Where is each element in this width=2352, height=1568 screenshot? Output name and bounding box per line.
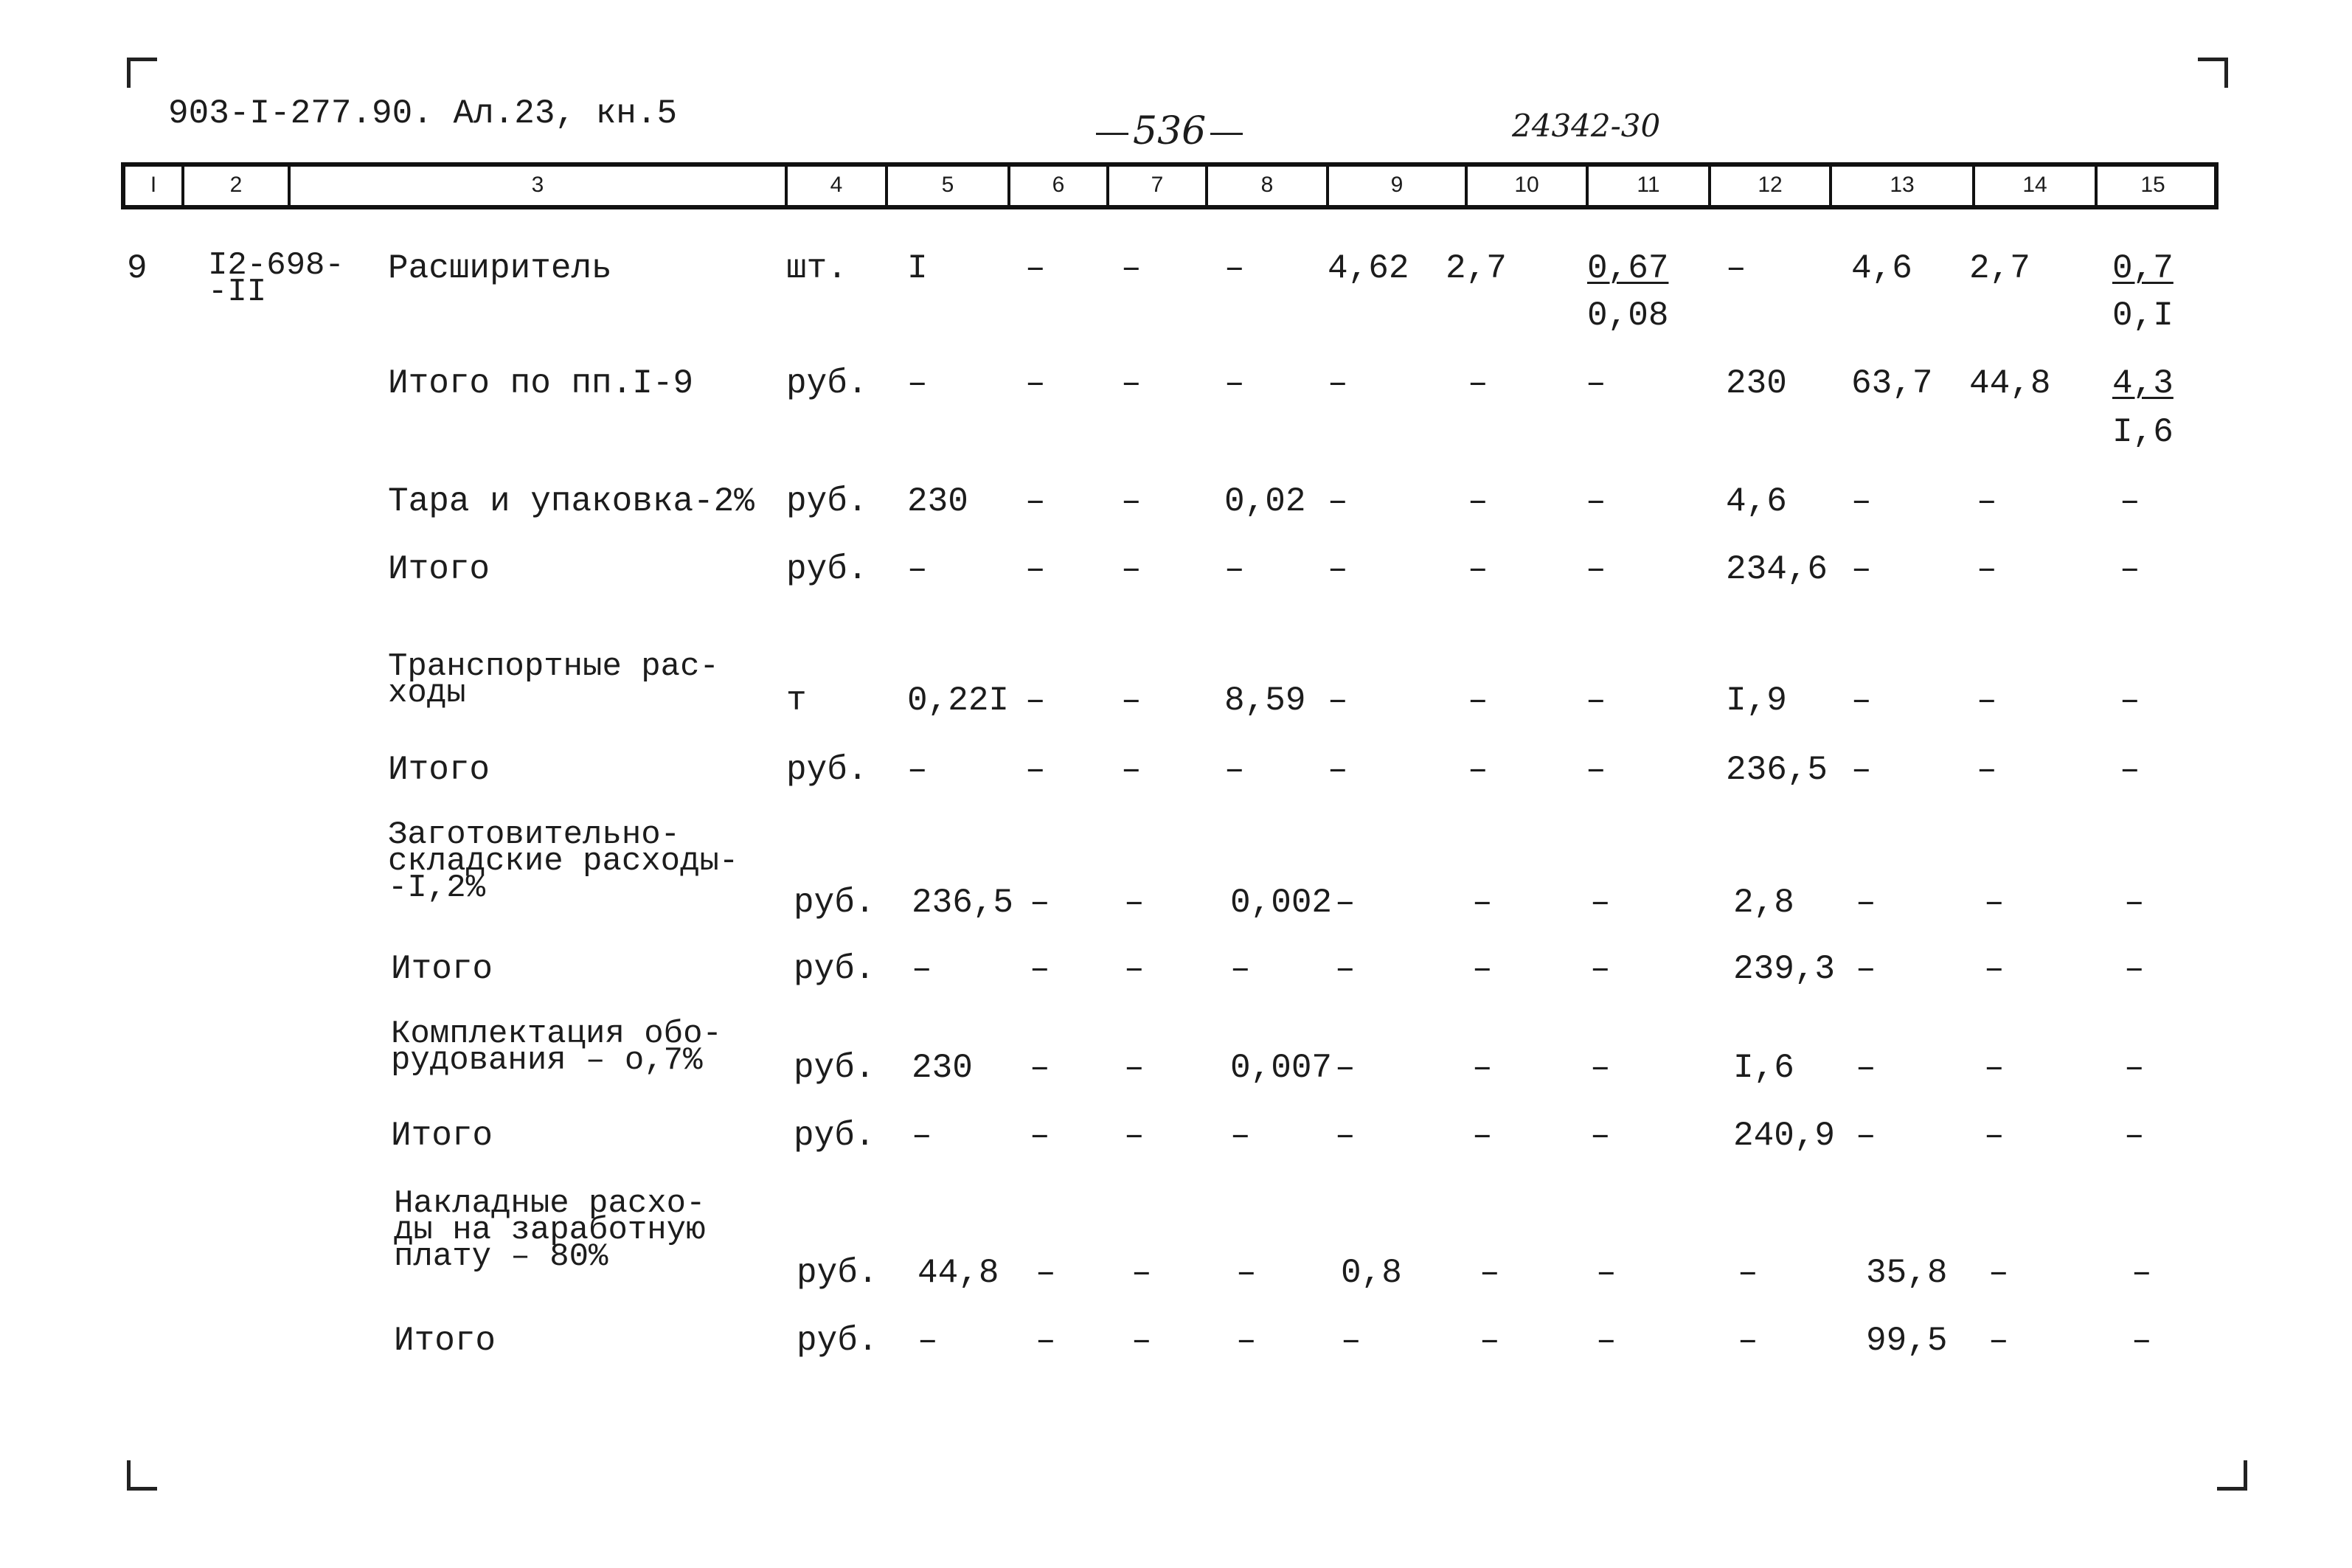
page-number: 536 <box>1092 109 1247 153</box>
cell-col10: 2,7 <box>1446 249 1507 288</box>
cell-col13: – <box>1856 1117 1876 1155</box>
cell-col6: – <box>1025 364 1046 403</box>
cell-col15-sub: I,6 <box>2112 413 2174 451</box>
cell-col5: – <box>907 364 928 403</box>
cell-col9: – <box>1335 884 1356 922</box>
cell-col15: – <box>2131 1322 2152 1360</box>
cell-col14: 44,8 <box>1969 364 2051 403</box>
cell-col6: – <box>1025 751 1046 789</box>
cell-col10: – <box>1468 681 1488 720</box>
cell-col5: I <box>907 249 928 288</box>
column-number: 7 <box>1109 167 1208 205</box>
row-unit: руб. <box>786 751 868 789</box>
cell-col7: – <box>1124 884 1145 922</box>
cell-col7: – <box>1131 1322 1152 1360</box>
cell-col11: – <box>1596 1322 1617 1360</box>
cell-col11: – <box>1586 482 1606 521</box>
sheet-code: 24342-30 <box>1512 108 1661 144</box>
row-unit: руб. <box>797 1322 878 1360</box>
cell-col10: – <box>1468 364 1488 403</box>
cell-col13: – <box>1851 482 1872 521</box>
cell-col7: – <box>1121 751 1142 789</box>
cell-col8: 0,002 <box>1230 884 1333 922</box>
row-position: 9 <box>127 249 148 288</box>
cell-col7: – <box>1121 364 1142 403</box>
column-number: 2 <box>184 167 291 205</box>
cell-col8: 0,007 <box>1230 1049 1333 1087</box>
column-number: 4 <box>788 167 888 205</box>
cell-col11: – <box>1586 751 1606 789</box>
cell-col8: – <box>1224 249 1245 288</box>
row-name: Итого <box>394 1322 496 1360</box>
cell-col11: – <box>1586 364 1606 403</box>
cell-col15: 0,7 <box>2112 249 2174 288</box>
cell-col14: – <box>1977 681 1997 720</box>
cell-col12: 240,9 <box>1733 1117 1836 1155</box>
cell-col12: – <box>1738 1322 1758 1360</box>
column-number: 13 <box>1832 167 1975 205</box>
cell-col8: – <box>1236 1322 1257 1360</box>
row-unit: руб. <box>794 884 875 922</box>
row-unit: руб. <box>794 950 875 988</box>
cell-col5: – <box>917 1322 938 1360</box>
column-number: 6 <box>1010 167 1109 205</box>
cell-col7: – <box>1124 1117 1145 1155</box>
row-unit: т <box>786 681 807 720</box>
row-name: Итого <box>391 1117 493 1155</box>
column-number: 14 <box>1975 167 2098 205</box>
row-name: Транспортные рас- ходы <box>388 648 719 712</box>
corner-mark-bottom-left <box>127 1460 157 1491</box>
cell-col11: – <box>1590 884 1611 922</box>
cell-col7: – <box>1124 950 1145 988</box>
row-unit: руб. <box>794 1049 875 1087</box>
column-number: 9 <box>1329 167 1468 205</box>
cell-col9: – <box>1328 482 1348 521</box>
cell-col9: – <box>1335 950 1356 988</box>
cell-col10: – <box>1468 751 1488 789</box>
cell-col12: I,9 <box>1726 681 1787 720</box>
cell-col8: – <box>1230 950 1251 988</box>
cell-col15: – <box>2124 950 2145 988</box>
cell-col12: 236,5 <box>1726 751 1828 789</box>
cell-col15: – <box>2120 550 2140 589</box>
cell-col13: – <box>1851 751 1872 789</box>
cell-col7: – <box>1121 550 1142 589</box>
cell-col6: – <box>1030 1049 1050 1087</box>
cell-col10: – <box>1479 1322 1500 1360</box>
cell-col6: – <box>1030 884 1050 922</box>
cell-col10: – <box>1468 482 1488 521</box>
cell-col6: – <box>1025 681 1046 720</box>
column-number: 11 <box>1589 167 1711 205</box>
row-unit: руб. <box>797 1254 878 1292</box>
column-number: 8 <box>1208 167 1329 205</box>
column-number: 15 <box>2140 173 2165 197</box>
cell-col11-sub: 0,08 <box>1587 296 1669 335</box>
cell-col9: – <box>1328 681 1348 720</box>
cell-col8: – <box>1224 364 1245 403</box>
cell-col8: – <box>1230 1117 1251 1155</box>
cell-col14: – <box>1984 950 2005 988</box>
cell-col10: – <box>1472 950 1493 988</box>
row-name: Итого по пп.I-9 <box>388 364 694 403</box>
column-number: I <box>125 167 184 205</box>
row-name: Итого <box>388 550 490 589</box>
cell-col7: – <box>1121 681 1142 720</box>
cell-col12: 234,6 <box>1726 550 1828 589</box>
row-unit: руб. <box>786 364 868 403</box>
cell-col14: – <box>1988 1254 2009 1292</box>
cell-col12: – <box>1738 1254 1758 1292</box>
cell-col11: – <box>1586 550 1606 589</box>
cell-col7: – <box>1121 249 1142 288</box>
cell-col6: – <box>1030 1117 1050 1155</box>
row-name: Накладные расхо- ды на заработную плату – 80% <box>394 1185 706 1275</box>
corner-mark-top-left <box>127 58 157 88</box>
cell-col15: – <box>2120 681 2140 720</box>
cell-col5: 0,22I <box>907 681 1010 720</box>
cell-col6: – <box>1030 950 1050 988</box>
cell-col13: – <box>1856 1049 1876 1087</box>
cell-col15: – <box>2124 1049 2145 1087</box>
cell-col14: – <box>1984 1049 2005 1087</box>
cell-col13: 99,5 <box>1866 1322 1948 1360</box>
column-number: 12 <box>1711 167 1832 205</box>
cell-col7: – <box>1124 1049 1145 1087</box>
cell-col10: – <box>1468 550 1488 589</box>
cell-col13: – <box>1851 681 1872 720</box>
cell-col5: – <box>907 550 928 589</box>
cell-col11: – <box>1590 1049 1611 1087</box>
corner-mark-top-right <box>2198 58 2228 88</box>
cell-col6: – <box>1025 550 1046 589</box>
corner-mark-bottom-right <box>2217 1460 2247 1491</box>
row-name: Заготовительно- складские расходы- -I,2% <box>388 816 739 906</box>
cell-col5: – <box>907 751 928 789</box>
cell-col9: – <box>1335 1049 1356 1087</box>
cell-col15: – <box>2120 751 2140 789</box>
row-unit: руб. <box>786 482 868 521</box>
cell-col15-sub: 0,I <box>2112 296 2174 335</box>
cell-col9: – <box>1328 751 1348 789</box>
cell-col6: – <box>1035 1322 1056 1360</box>
cell-col6: – <box>1025 249 1046 288</box>
cell-col10: – <box>1472 1117 1493 1155</box>
column-number-header <box>121 162 2219 209</box>
cell-col13: – <box>1856 950 1876 988</box>
cell-col5: 230 <box>907 482 968 521</box>
cell-col15: – <box>2124 884 2145 922</box>
cell-col5: 44,8 <box>917 1254 999 1292</box>
cell-col5: – <box>912 950 932 988</box>
row-name: Итого <box>388 751 490 789</box>
column-number: 10 <box>1468 167 1589 205</box>
cell-col9: – <box>1335 1117 1356 1155</box>
cell-col15: – <box>2120 482 2140 521</box>
cell-col13: 63,7 <box>1851 364 1933 403</box>
cell-col8: – <box>1224 550 1245 589</box>
cell-col11: – <box>1586 681 1606 720</box>
cell-col6: – <box>1025 482 1046 521</box>
cell-col8: – <box>1236 1254 1257 1292</box>
column-number: 3 <box>291 167 788 205</box>
row-name: Тара и упаковка-2% <box>388 482 754 521</box>
cell-col9: 0,8 <box>1341 1254 1402 1292</box>
cell-col13: 35,8 <box>1866 1254 1948 1292</box>
cell-col12: I,6 <box>1733 1049 1794 1087</box>
cell-col14: – <box>1977 550 1997 589</box>
cell-col9: 4,62 <box>1328 249 1409 288</box>
cell-col11: 0,67 <box>1587 249 1669 288</box>
cell-col12: – <box>1726 249 1746 288</box>
row-code: I2-698- -II <box>208 247 344 311</box>
cell-col12: 230 <box>1726 364 1787 403</box>
cell-col5: 230 <box>912 1049 973 1087</box>
cell-col11: – <box>1590 950 1611 988</box>
cell-col11: – <box>1596 1254 1617 1292</box>
row-name: Итого <box>391 950 493 988</box>
cell-col11: – <box>1590 1117 1611 1155</box>
row-name: Комплектация обо- рудования – о,7% <box>391 1016 722 1079</box>
cell-col10: – <box>1472 884 1493 922</box>
cell-col7: – <box>1121 482 1142 521</box>
cell-col15: – <box>2124 1117 2145 1155</box>
cell-col13: – <box>1851 550 1872 589</box>
cell-col9: – <box>1341 1322 1361 1360</box>
cell-col10: – <box>1472 1049 1493 1087</box>
cell-col8: 0,02 <box>1224 482 1306 521</box>
cell-col14: – <box>1984 884 2005 922</box>
cell-col12: 4,6 <box>1726 482 1787 521</box>
cell-col14: – <box>1977 482 1997 521</box>
cell-col5: – <box>912 1117 932 1155</box>
cell-col8: 8,59 <box>1224 681 1306 720</box>
cell-col10: – <box>1479 1254 1500 1292</box>
row-unit: шт. <box>786 249 847 288</box>
cell-col12: 2,8 <box>1733 884 1794 922</box>
cell-col15: – <box>2131 1254 2152 1292</box>
cell-col8: – <box>1224 751 1245 789</box>
cell-col15: 4,3 <box>2112 364 2174 403</box>
cell-col14: – <box>1984 1117 2005 1155</box>
cell-col14: – <box>1988 1322 2009 1360</box>
row-unit: руб. <box>786 550 868 589</box>
cell-col9: – <box>1328 364 1348 403</box>
cell-col9: – <box>1328 550 1348 589</box>
row-unit: руб. <box>794 1117 875 1155</box>
cell-col14: 2,7 <box>1969 249 2030 288</box>
document-code: 903-I-277.90. Ал.23, кн.5 <box>168 94 678 133</box>
cell-col5: 236,5 <box>912 884 1014 922</box>
column-number: 5 <box>888 167 1010 205</box>
row-name: Расширитель <box>388 249 612 288</box>
cell-col14: – <box>1977 751 1997 789</box>
cell-col13: 4,6 <box>1851 249 1912 288</box>
cell-col12: 239,3 <box>1733 950 1836 988</box>
cell-col6: – <box>1035 1254 1056 1292</box>
cell-col7: – <box>1131 1254 1152 1292</box>
cell-col13: – <box>1856 884 1876 922</box>
